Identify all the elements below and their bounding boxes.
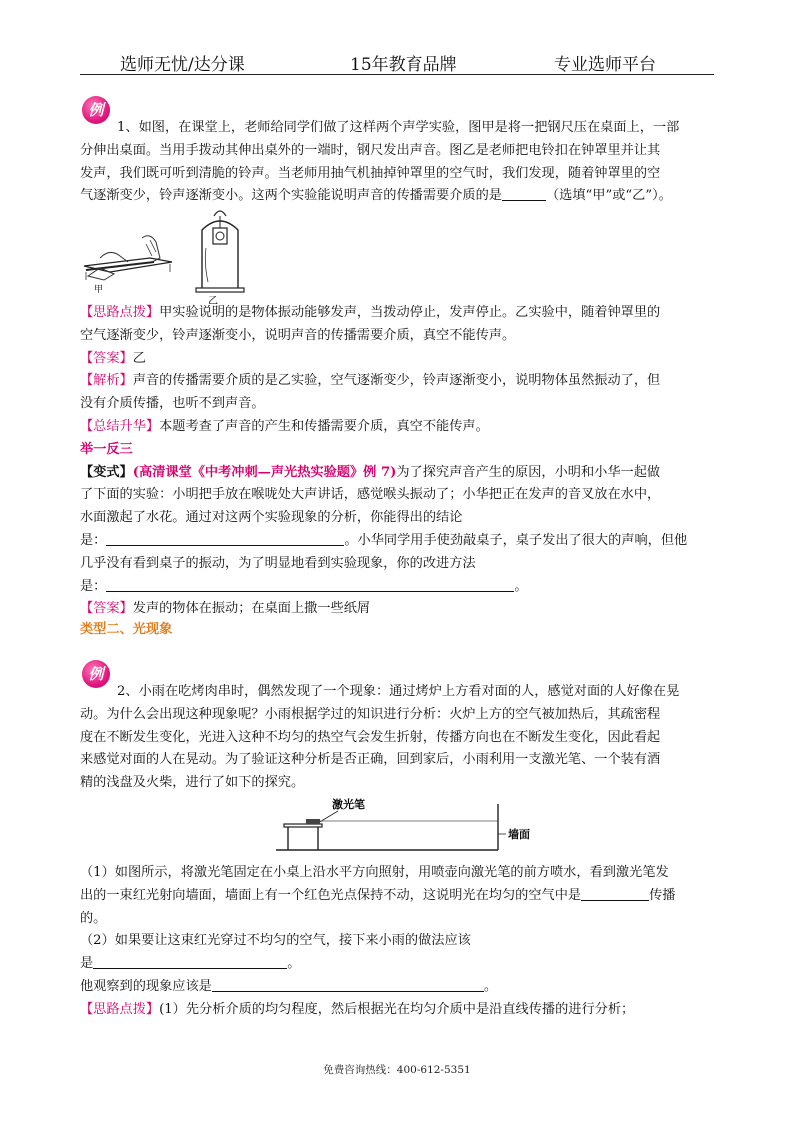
variant-line-3: 水面激起了水花。通过对这两个实验现象的分析，你能得出的结论	[80, 510, 463, 526]
ex2-line-2: 动。为什么会出现这种现象呢？小雨根据学过的知识进行分析：火炉上方的空气被加热后，其疏密程	[80, 706, 661, 722]
analysis-label: 【解析】	[80, 373, 133, 389]
variant-heading: 举一反三	[80, 441, 133, 457]
page-header	[80, 46, 714, 75]
ex1-analysis-line-2: 没有介质传播，也听不到声音。	[80, 396, 265, 412]
phenomenon-blank[interactable]	[212, 977, 484, 992]
ex1-line-4-text: 气逐渐变少，铃声逐渐变小。这两个实验能说明声音的传播需要介质的是	[80, 188, 502, 204]
ex1-summary	[80, 416, 714, 439]
header-right: 专业选师平台	[554, 55, 656, 75]
ex1-solution	[80, 302, 714, 621]
variant-answer-text: 发声的物体在振动；在桌面上撒一些纸屑	[132, 601, 371, 617]
ex1-line-4	[80, 185, 714, 208]
ex2-questions	[80, 862, 714, 1022]
variant-line-5: 几乎没有看到桌子的振动，为了明显地看到实验现象，你的改进方法	[80, 555, 476, 571]
q2-line-3-prefix: 他观察到的现象应该是	[80, 978, 212, 994]
q2-line-2-prefix: 是	[80, 956, 94, 972]
q1-line-1: （1）如图所示，将激光笔固定在小桌上沿水平方向照射，用喷壶向激光笔的前方喷水，看到激光笔发	[80, 865, 669, 880]
figure-label-yi: 乙	[208, 296, 218, 304]
variant-line-1-tail: 为了探究声音产生的原因，小明和小华一起做	[396, 464, 661, 480]
variant-answer-label: 【答案】	[80, 601, 133, 617]
variant-line-4-prefix: 是：	[80, 532, 107, 548]
variant-line-2: 了下面的实验：小明把手放在喉咙处大声讲话，感觉喉头振动了；小华把正在发声的音叉放在水中，	[80, 487, 661, 503]
ex2-line-4: 来感觉对面的人在晃动。为了验证这种分析是否正确，回到家后，小雨利用一支激光笔、一个装有酒	[80, 752, 661, 768]
ex1-hint-line-1	[80, 302, 714, 325]
q1-line-3: 的。	[80, 910, 107, 926]
answer-label: 【答案】	[80, 350, 133, 366]
ex1-line-3: 发声，我们既可听到清脆的铃声。当老师用抽气机抽掉钟罩里的空气时，我们发现，随着钟罩里的空	[80, 165, 661, 181]
ex1-line-4-tail: （选填“甲”或“乙”）。	[546, 188, 672, 204]
variant-line-6-prefix: 是：	[80, 578, 107, 594]
example-badge-2: 例	[82, 660, 110, 688]
example-badge-1: 例	[82, 96, 110, 124]
variant-line-4-text: 。小华同学用手使劲敲桌子，桌子发出了很大的声响，但他	[344, 532, 688, 548]
ex1-line-1: 1、如图，在课堂上，老师给同学们做了这样两个声学实验，图甲是将一把钢尺压在桌面上，一部	[117, 120, 680, 135]
laser-pen-label: 激光笔	[332, 798, 365, 811]
propagation-blank[interactable]	[581, 886, 649, 901]
variant-line-6	[80, 576, 714, 599]
ex1-hint-line-2: 空气逐渐变少，铃声逐渐变小，说明声音的传播需要介质，真空不能传声。	[80, 327, 516, 343]
hint-text-1: 甲实验说明的是物体振动能够发声，当拨动停止，发声停止。乙实验中，随着钟罩里的	[159, 305, 661, 320]
analysis-text-1: 声音的传播需要介质的是乙实验，空气逐渐变少，铃声逐渐变小，说明物体虽然振动了，但	[132, 373, 661, 389]
improvement-blank[interactable]	[106, 577, 514, 592]
q1-line-2	[80, 885, 714, 908]
ex1-answer	[80, 348, 714, 371]
summary-label: 【总结升华】	[80, 418, 160, 434]
header-center: 15年教育品牌	[350, 55, 457, 75]
hint-label: 【思路点拨】	[80, 305, 160, 320]
figure-label-jia: 甲	[94, 285, 104, 295]
ex2-hint-text: (1）先分析介质的均匀程度，然后根据光在均匀介质中是沿直线传播的进行分析；	[159, 1001, 635, 1017]
page-footer: 免费咨询热线：400-612-5351	[323, 1064, 471, 1076]
ex1-line-2: 分伸出桌面。当用手拨动其伸出桌外的一端时，钢尺发出声音。图乙是老师把电铃扣在钟罩里并让其	[80, 142, 661, 158]
summary-text: 本题考查了声音的产生和传播需要介质，真空不能传声。	[159, 418, 489, 434]
q2-line-3	[80, 976, 714, 999]
ex1-analysis-line-1	[80, 370, 714, 393]
ex2-hint	[80, 999, 714, 1022]
q2-line-1: （2）如果要让这束红光穿过不均匀的空气，接下来小雨的做法应该	[80, 933, 471, 949]
q2-line-2	[80, 953, 714, 976]
q1-line-2-tail: 传播	[649, 887, 676, 903]
method-blank[interactable]	[93, 954, 287, 969]
variant-line-6-end: 。	[514, 578, 528, 594]
answer-text: 乙	[132, 350, 146, 366]
section-heading-light: 类型二、光现象	[80, 622, 173, 637]
figure-laser-setup	[276, 796, 556, 858]
variant-label: 【变式】	[80, 464, 133, 480]
header-left: 选师无忧/达分课	[120, 55, 245, 75]
ex2-line-1: 2、小雨在吃烤肉串时，偶然发现了一个现象：通过烤炉上方看对面的人，感觉对面的人好像在晃	[117, 684, 680, 699]
example-1	[80, 117, 714, 208]
conclusion-blank[interactable]	[106, 531, 344, 546]
ex2-line-5: 精的浅盘及火柴，进行了如下的探究。	[80, 775, 305, 791]
example-2	[80, 681, 714, 795]
variant-line-1	[80, 462, 714, 485]
q2-line-3-end: 。	[483, 978, 498, 994]
q1-line-2-text: 出的一束红光射向墙面，墙面上有一个红色光点保持不动，这说明光在均匀的空气中是	[80, 887, 582, 903]
ex2-line-3: 度在不断发生变化，光进入这种不均匀的热空气会发生折射，传播方向也在不断发生变化，因此看起	[80, 729, 661, 745]
wall-label: 墙面	[508, 828, 530, 841]
answer-blank[interactable]	[502, 186, 546, 201]
ex2-hint-label: 【思路点拨】	[80, 1001, 160, 1017]
figure-bell-jar	[192, 204, 252, 304]
q2-line-2-end: 。	[287, 956, 301, 972]
figure-ruler-experiment	[80, 228, 180, 298]
variant-line-4	[80, 530, 714, 553]
variant-source: (高清课堂《中考冲刺—声光热实验题》例 7)	[132, 464, 397, 480]
